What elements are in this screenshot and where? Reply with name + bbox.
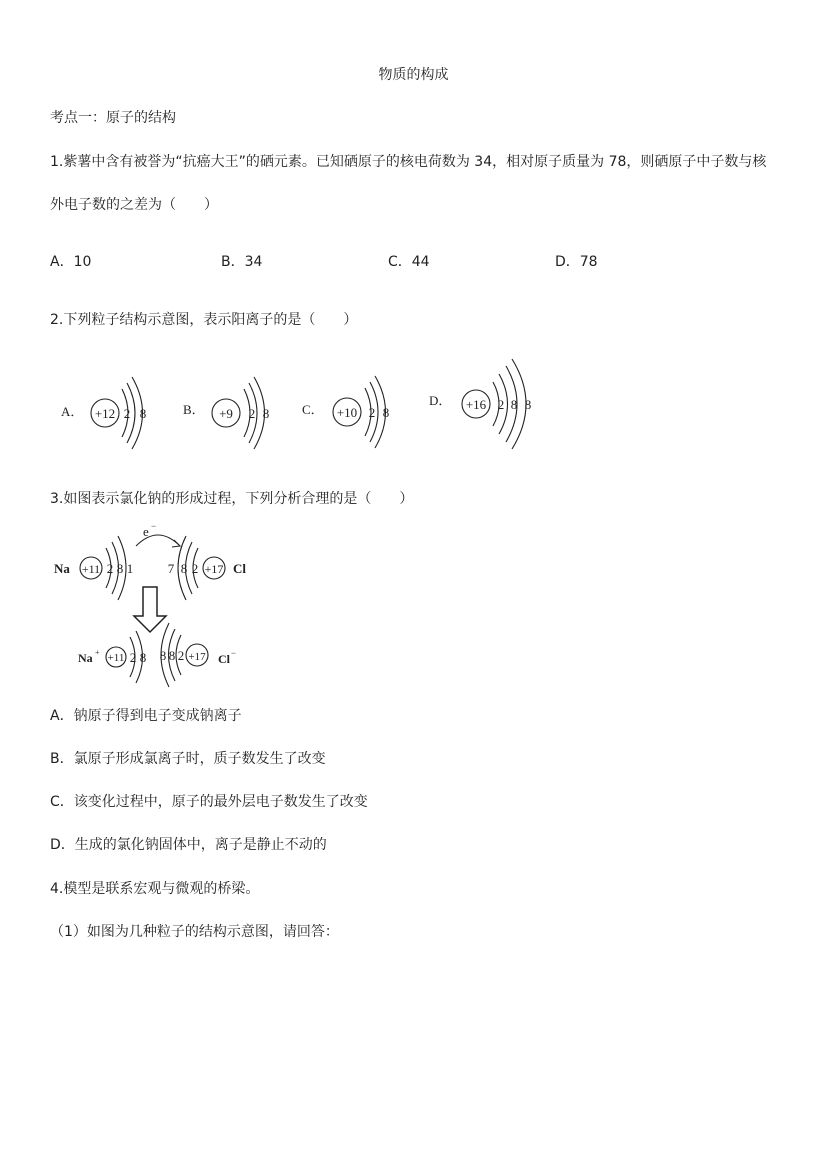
page-title: 物质的构成 — [378, 67, 449, 83]
q3-na-ion-shell-1: 2 — [129, 650, 137, 665]
q3-cl-shell-2: 8 — [180, 561, 188, 576]
q3-option-a: A．钠原子得到电子变成钠离子 — [50, 708, 242, 724]
q1-stem-line2: 外电子数的之差为（ ） — [50, 197, 218, 213]
q3-cl-nucleus: +17 — [204, 562, 224, 576]
q3-cl-ion-shell-3: 8 — [159, 648, 167, 663]
q2-shell-a-2: 8 — [139, 406, 147, 421]
q3-na-shell-3: 1 — [126, 561, 134, 576]
q3-cl-ion-charge: − — [231, 648, 237, 658]
q1-option-b: B．34 — [221, 254, 263, 270]
q3-na-ion-nucleus: +11 — [107, 652, 125, 664]
q3-cl-ion-nucleus: +17 — [188, 651, 206, 663]
q3-na-ion-symbol: Na — [78, 651, 93, 665]
q3-cl-ion-shell-1: 2 — [177, 648, 185, 663]
q2-label-b: B． — [183, 402, 205, 417]
q2-shell-d-1: 2 — [497, 397, 505, 412]
q2-shell-d-2: 8 — [510, 397, 518, 412]
q2-stem: 2.下列粒子结构示意图，表示阳离子的是（ ） — [50, 312, 358, 328]
q1-option-a: A．10 — [50, 254, 92, 270]
q3-cl-symbol: Cl — [233, 561, 246, 576]
q3-na-ion-shell-2: 8 — [139, 650, 147, 665]
q3-stem: 3.如图表示氯化钠的形成过程，下列分析合理的是（ ） — [50, 491, 414, 507]
q1-stem-line1: 1.紫薯中含有被誉为“抗癌大王”的硒元素。已知硒原子的核电荷数为 34，相对原子质量为 78，则硒原子中子数与核 — [50, 154, 767, 170]
q2-nucleus-d: +16 — [465, 397, 487, 412]
q2-label-a: A． — [61, 404, 84, 419]
q2-shell-b-1: 2 — [248, 406, 256, 421]
q2-shell-a-1: 2 — [123, 406, 131, 421]
q3-electron-label: e — [143, 524, 149, 539]
q1-option-d: D．78 — [555, 254, 598, 270]
q2-nucleus-b: +9 — [219, 406, 233, 421]
q3-na-shell-2: 8 — [116, 561, 124, 576]
q3-option-d: D．生成的氯化钠固体中，离子是静止不动的 — [50, 837, 327, 853]
q3-na-shell-1: 2 — [106, 561, 114, 576]
q3-cl-ion-symbol: Cl — [218, 652, 230, 666]
q2-nucleus-c: +10 — [336, 405, 358, 420]
q3-cl-shell-1: 2 — [191, 561, 199, 576]
q2-label-d: D． — [429, 393, 452, 408]
q4-sub1: （1）如图为几种粒子的结构示意图，请回答： — [50, 924, 339, 940]
q3-option-b: B．氯原子形成氯离子时，质子数发生了改变 — [50, 751, 326, 767]
q3-nacl-formation-figure — [50, 516, 260, 692]
q2-particle-diagrams — [50, 355, 550, 455]
q2-shell-d-3: 8 — [524, 397, 532, 412]
q3-option-c: C．该变化过程中，原子的最外层电子数发生了改变 — [50, 794, 368, 810]
q3-na-ion-charge: + — [95, 648, 100, 657]
q1-option-c: C．44 — [388, 254, 430, 270]
q3-na-symbol: Na — [54, 561, 70, 576]
q2-nucleus-a: +12 — [94, 406, 116, 421]
q2-label-c: C． — [302, 402, 324, 417]
section-heading: 考点一：原子的结构 — [50, 110, 176, 126]
q3-cl-ion-shell-2: 8 — [168, 648, 176, 663]
q2-shell-c-2: 8 — [382, 405, 390, 420]
q2-shell-c-1: 2 — [368, 405, 376, 420]
q4-stem: 4.模型是联系宏观与微观的桥梁。 — [50, 881, 260, 897]
q3-na-nucleus: +11 — [81, 562, 101, 576]
q3-electron-charge: − — [151, 521, 157, 531]
q2-shell-b-2: 8 — [262, 406, 270, 421]
q3-cl-shell-3: 7 — [167, 561, 175, 576]
